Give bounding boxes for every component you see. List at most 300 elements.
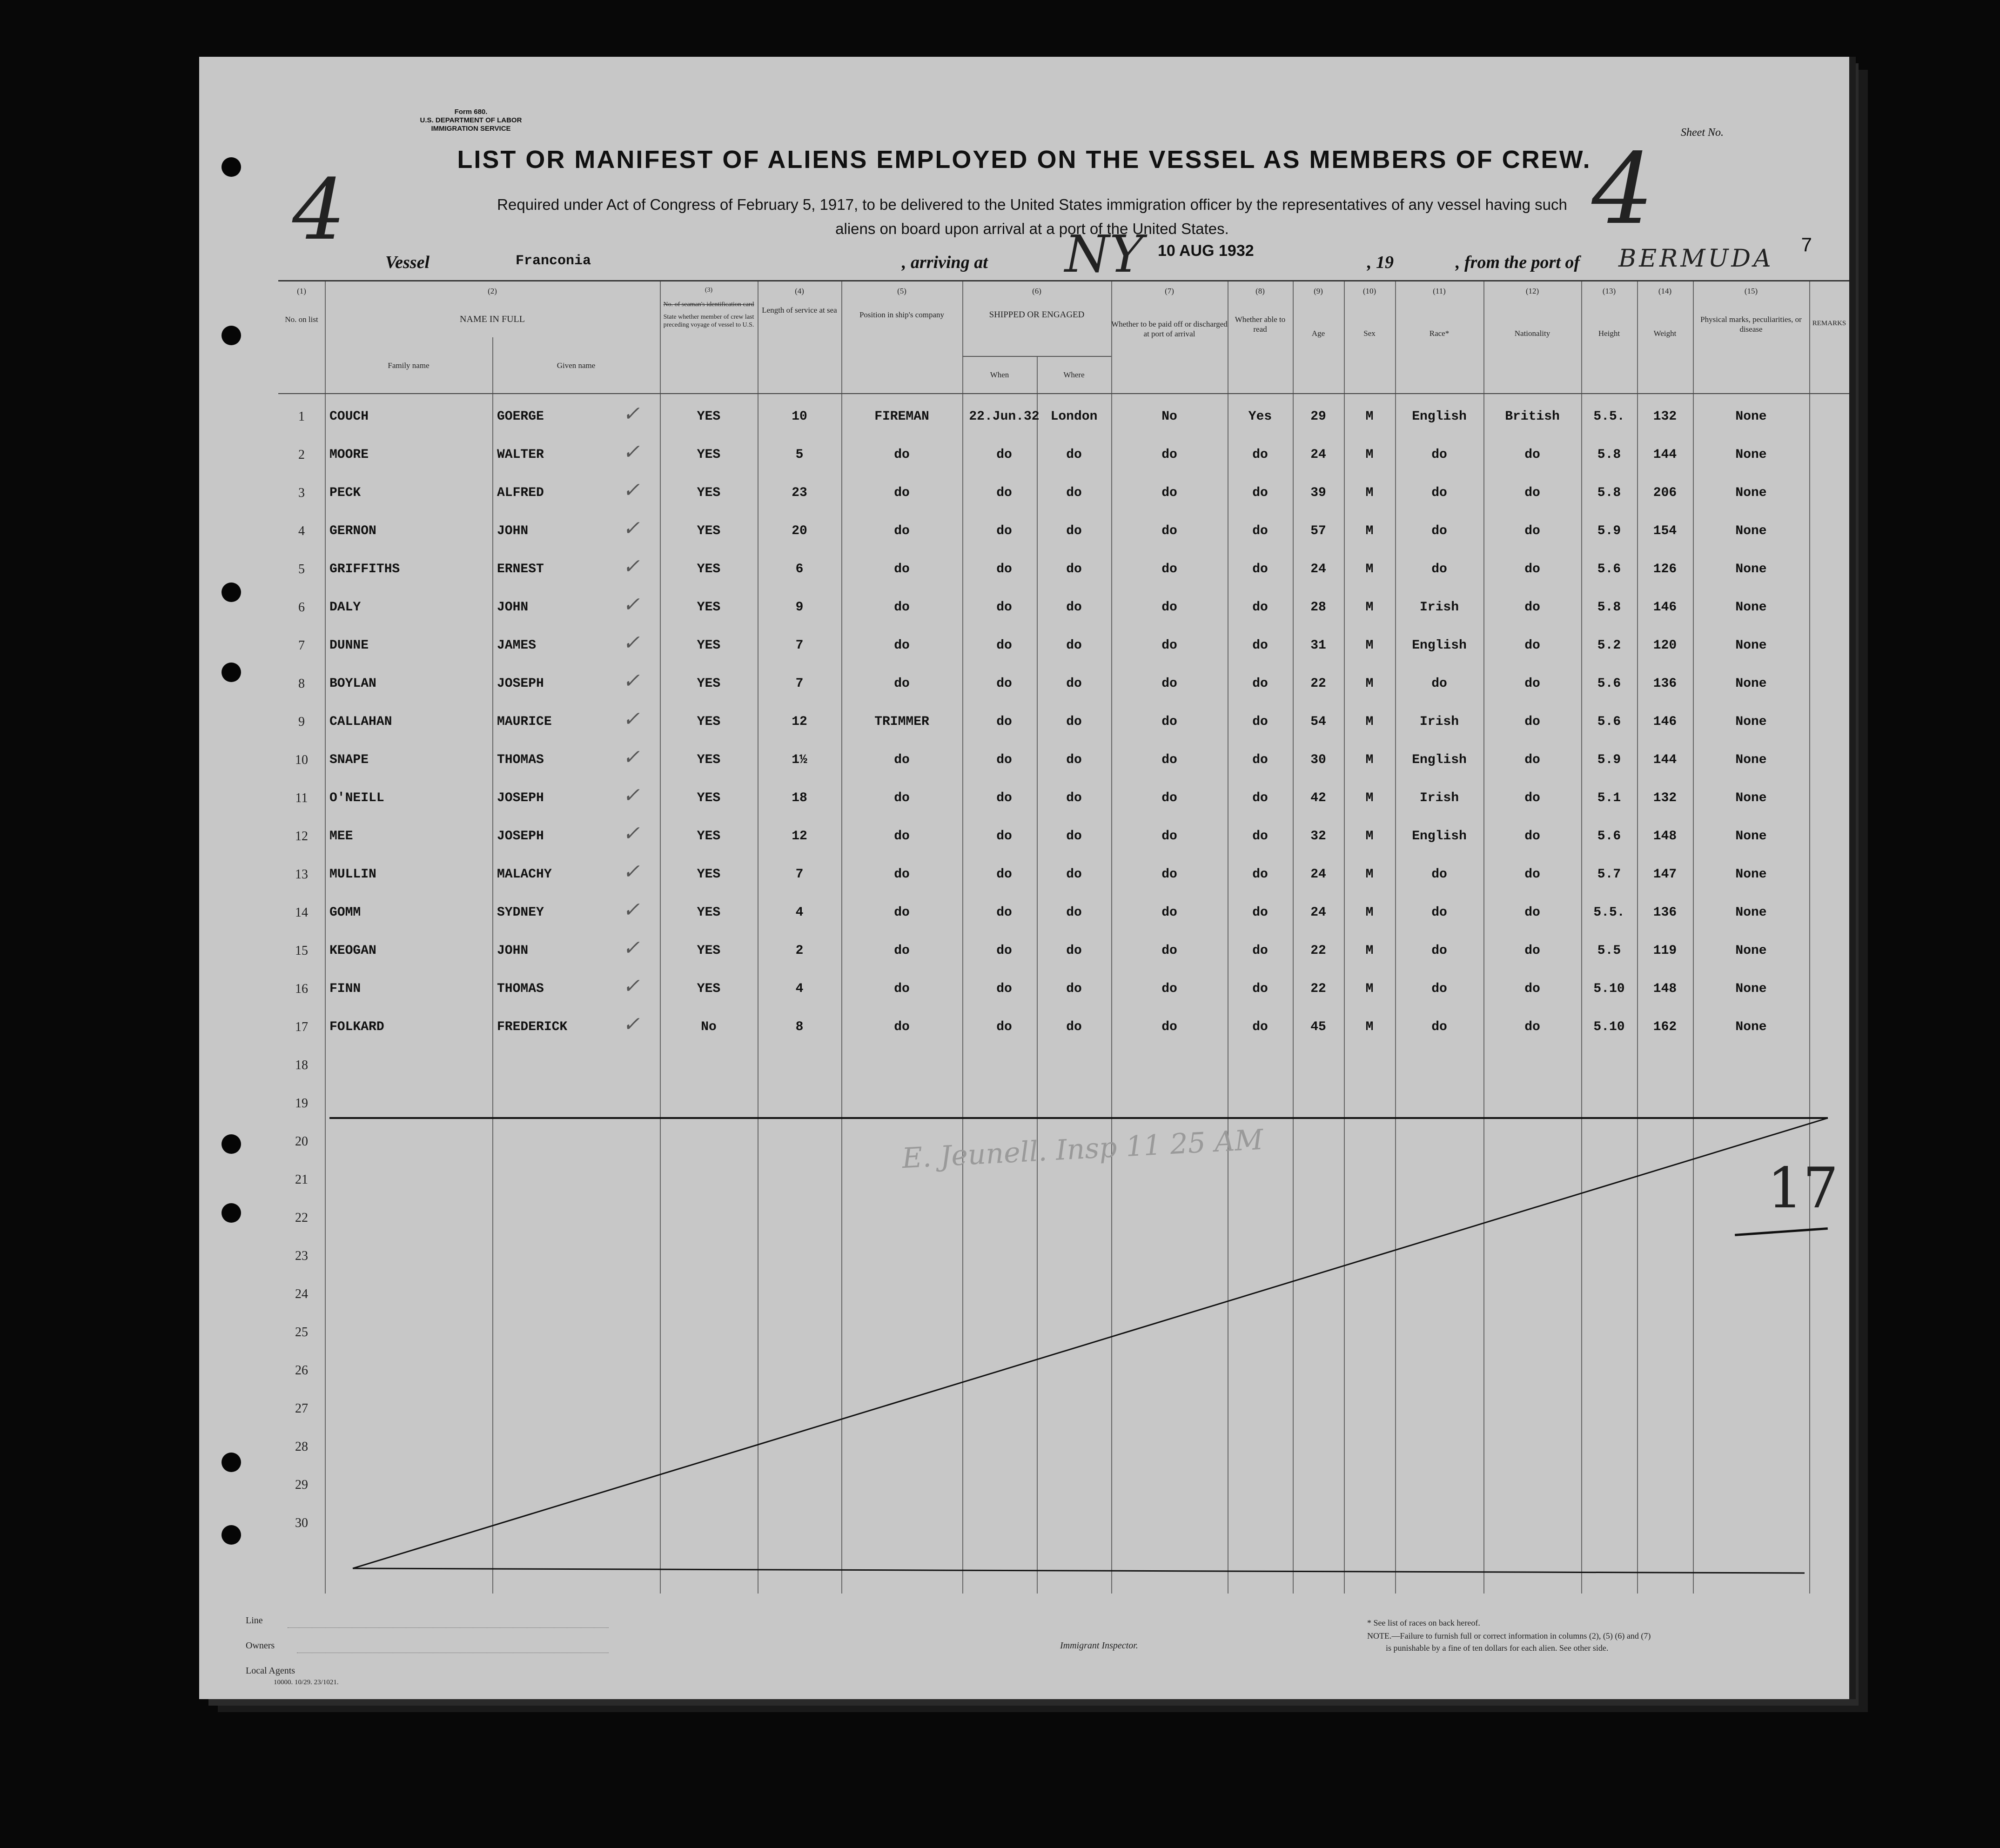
cell-service: 4 xyxy=(795,982,804,996)
closing-lines xyxy=(278,281,1849,1594)
header-label: Whether to be paid off or discharged at port of arrival xyxy=(1111,320,1228,338)
cell-when: 22.Jun.32 xyxy=(969,409,1040,424)
cell-position: do xyxy=(894,486,910,500)
cell-paid: do xyxy=(1161,562,1177,576)
penalty-note-2: is punishable by a fine of ten dollars for each alien. See other side. xyxy=(1386,1643,1609,1653)
empty-row-number: 21 xyxy=(295,1172,308,1187)
header-number: (7) xyxy=(1165,287,1174,295)
cell-read: do xyxy=(1252,486,1268,500)
cell-sex: M xyxy=(1365,562,1374,576)
footer-owners-label: Owners xyxy=(246,1640,275,1651)
penalty-note-1: NOTE.—Failure to furnish full or correct information in columns (2), (5) (6) and (7) xyxy=(1367,1631,1651,1640)
empty-row-number: 18 xyxy=(295,1058,308,1072)
footer-line-label: Line xyxy=(246,1615,263,1626)
cell-sex: M xyxy=(1365,867,1374,882)
cell-read: do xyxy=(1252,562,1268,576)
cell-height: 5.10 xyxy=(1593,982,1625,996)
cell-where: do xyxy=(1066,676,1082,691)
cell-height: 5.8 xyxy=(1597,448,1621,462)
cell-where: do xyxy=(1066,448,1082,462)
cell-when: do xyxy=(996,753,1012,767)
header-number: (10) xyxy=(1362,287,1376,295)
cell-marks: None xyxy=(1735,829,1767,844)
cell-position: do xyxy=(894,676,910,691)
cell-family: O'NEILL xyxy=(329,791,384,805)
cell-service: 1½ xyxy=(792,753,807,767)
header-number: (12) xyxy=(1525,287,1539,295)
cell-position: FIREMAN xyxy=(874,409,929,424)
year-label: , 19 xyxy=(1367,253,1394,272)
cell-sex: M xyxy=(1365,944,1374,958)
cell-height: 5.5 xyxy=(1597,944,1621,958)
cell-read: do xyxy=(1252,944,1268,958)
header-struck-label: No. of seaman's identification card xyxy=(663,301,754,308)
cell-read: do xyxy=(1252,676,1268,691)
cell-family: COUCH xyxy=(329,409,369,424)
cell-when: do xyxy=(996,791,1012,805)
empty-row-number: 28 xyxy=(295,1440,308,1454)
cell-given: SYDNEY xyxy=(497,905,544,920)
cell-prev: YES xyxy=(697,867,721,882)
header-label: No. on list xyxy=(285,315,318,324)
cell-position: do xyxy=(894,982,910,996)
cell-weight: 148 xyxy=(1653,982,1677,996)
cell-when: do xyxy=(996,562,1012,576)
header-label: SHIPPED OR ENGAGED xyxy=(989,310,1085,320)
cell-given: FREDERICK xyxy=(497,1020,568,1034)
check-mark-icon: ✓ xyxy=(623,860,640,884)
cell-race: do xyxy=(1431,1020,1447,1034)
punch-hole xyxy=(221,1453,241,1472)
check-mark-icon: ✓ xyxy=(623,669,640,693)
cell-where: do xyxy=(1066,524,1082,538)
cell-marks: None xyxy=(1735,905,1767,920)
cell-paid: No xyxy=(1161,409,1177,424)
cell-marks: None xyxy=(1735,409,1767,424)
cell-race: do xyxy=(1431,486,1447,500)
cell-prev: YES xyxy=(697,829,721,844)
cell-service: 12 xyxy=(792,829,807,844)
cell-marks: None xyxy=(1735,791,1767,805)
cell-where: do xyxy=(1066,638,1082,653)
header-number: (6) xyxy=(1032,287,1041,295)
subtitle-line-1: Required under Act of Congress of February 5, 1917, to be delivered to the United States immigration officer by the representatives of any vessel having such xyxy=(497,196,1567,213)
cell-age: 22 xyxy=(1310,944,1326,958)
cell-position: do xyxy=(894,562,910,576)
check-mark-icon: ✓ xyxy=(623,631,640,655)
cell-height: 5.8 xyxy=(1597,600,1621,615)
cell-age: 42 xyxy=(1310,791,1326,805)
crew-table xyxy=(278,280,1849,1594)
cell-family: FOLKARD xyxy=(329,1020,384,1034)
header-label: Nationality xyxy=(1514,329,1550,338)
date-stamp: 10 AUG 1932 xyxy=(1158,242,1254,260)
cell-height: 5.2 xyxy=(1597,638,1621,653)
cell-race: English xyxy=(1412,409,1467,424)
cell-sex: M xyxy=(1365,524,1374,538)
vessel-label: Vessel xyxy=(385,253,430,272)
cell-race: do xyxy=(1431,676,1447,691)
header-number: (15) xyxy=(1744,287,1758,295)
cell-weight: 147 xyxy=(1653,867,1677,882)
page-edge xyxy=(1849,57,1856,1699)
cell-prev: YES xyxy=(697,486,721,500)
cell-when: do xyxy=(996,486,1012,500)
cell-race: English xyxy=(1412,829,1467,844)
cell-position: do xyxy=(894,753,910,767)
header-number: (14) xyxy=(1658,287,1672,295)
cell-read: do xyxy=(1252,791,1268,805)
vessel-name: Franconia xyxy=(516,253,591,269)
cell-service: 7 xyxy=(795,867,804,882)
cell-weight: 120 xyxy=(1653,638,1677,653)
cell-given: JOHN xyxy=(497,524,529,538)
cell-paid: do xyxy=(1161,638,1177,653)
cell-no: 16 xyxy=(295,982,308,996)
cell-where: do xyxy=(1066,829,1082,844)
cell-age: 24 xyxy=(1310,562,1326,576)
arriving-port: NY xyxy=(1065,224,1143,284)
check-mark-icon: ✓ xyxy=(623,440,640,464)
cell-family: GERNON xyxy=(329,524,376,538)
cell-given: JAMES xyxy=(497,638,537,653)
cell-service: 10 xyxy=(792,409,807,424)
cell-prev: YES xyxy=(697,982,721,996)
cell-family: GRIFFITHS xyxy=(329,562,400,576)
cell-no: 2 xyxy=(298,448,305,462)
cell-service: 18 xyxy=(792,791,807,805)
cell-weight: 136 xyxy=(1653,905,1677,920)
cell-height: 5.1 xyxy=(1597,791,1621,805)
cell-marks: None xyxy=(1735,944,1767,958)
race-note: * See list of races on back hereof. xyxy=(1367,1618,1480,1627)
cell-age: 28 xyxy=(1310,600,1326,615)
cell-nat: do xyxy=(1524,715,1540,729)
cell-nat: do xyxy=(1524,867,1540,882)
cell-nat: do xyxy=(1524,676,1540,691)
cell-nat: do xyxy=(1524,448,1540,462)
cell-given: ERNEST xyxy=(497,562,544,576)
cell-prev: YES xyxy=(697,600,721,615)
cell-read: do xyxy=(1252,448,1268,462)
check-mark-icon: ✓ xyxy=(623,974,640,998)
footer-line-rule xyxy=(288,1627,609,1628)
cell-read: Yes xyxy=(1248,409,1272,424)
punch-hole xyxy=(221,1134,241,1154)
cell-marks: None xyxy=(1735,524,1767,538)
cell-no: 13 xyxy=(295,867,308,882)
cell-position: do xyxy=(894,944,910,958)
cell-nat: do xyxy=(1524,753,1540,767)
cell-given: ALFRED xyxy=(497,486,544,500)
cell-given: JOSEPH xyxy=(497,676,544,691)
cell-no: 6 xyxy=(298,600,305,615)
cell-nat: do xyxy=(1524,600,1540,615)
cell-nat: do xyxy=(1524,829,1540,844)
cell-no: 12 xyxy=(295,829,308,844)
cell-service: 7 xyxy=(795,676,804,691)
manifest-page xyxy=(199,57,1849,1699)
inspector-signature: E. Jeunell. Insp 11 25 AM xyxy=(901,1123,1264,1175)
form-number: Form 680. xyxy=(454,108,488,116)
cell-where: do xyxy=(1066,982,1082,996)
cell-race: English xyxy=(1412,753,1467,767)
cell-given: JOSEPH xyxy=(497,829,544,844)
cell-given: JOHN xyxy=(497,600,529,615)
header-label: Race* xyxy=(1429,329,1450,338)
cell-prev: YES xyxy=(697,524,721,538)
cell-given: JOHN xyxy=(497,944,529,958)
cell-where: do xyxy=(1066,486,1082,500)
cell-age: 24 xyxy=(1310,867,1326,882)
cell-no: 7 xyxy=(298,638,305,653)
cell-when: do xyxy=(996,715,1012,729)
cell-weight: 162 xyxy=(1653,1020,1677,1034)
cell-where: do xyxy=(1066,600,1082,615)
cell-age: 22 xyxy=(1310,982,1326,996)
cell-marks: None xyxy=(1735,486,1767,500)
cell-when: do xyxy=(996,448,1012,462)
cell-position: do xyxy=(894,905,910,920)
cell-paid: do xyxy=(1161,982,1177,996)
empty-row-number: 25 xyxy=(295,1325,308,1339)
cell-race: Irish xyxy=(1419,600,1459,615)
cell-race: do xyxy=(1431,982,1447,996)
cell-read: do xyxy=(1252,638,1268,653)
check-mark-icon: ✓ xyxy=(623,593,640,616)
cell-weight: 144 xyxy=(1653,753,1677,767)
cell-paid: do xyxy=(1161,524,1177,538)
check-mark-icon: ✓ xyxy=(623,707,640,731)
cell-read: do xyxy=(1252,829,1268,844)
cell-race: do xyxy=(1431,448,1447,462)
check-mark-icon: ✓ xyxy=(623,898,640,922)
cell-service: 4 xyxy=(795,905,804,920)
header-where: Where xyxy=(1063,370,1085,379)
cell-sex: M xyxy=(1365,982,1374,996)
cell-given: GOERGE xyxy=(497,409,544,424)
cell-marks: None xyxy=(1735,1020,1767,1034)
check-mark-icon: ✓ xyxy=(623,783,640,807)
cell-sex: M xyxy=(1365,753,1374,767)
cell-marks: None xyxy=(1735,753,1767,767)
cell-position: do xyxy=(894,867,910,882)
cell-position: do xyxy=(894,791,910,805)
cell-position: do xyxy=(894,524,910,538)
cell-family: KEOGAN xyxy=(329,944,376,958)
header-family-name: Family name xyxy=(388,361,430,370)
department-name: U.S. DEPARTMENT OF LABOR xyxy=(420,116,522,124)
empty-row-number: 27 xyxy=(295,1401,308,1416)
cell-prev: YES xyxy=(697,753,721,767)
cell-nat: do xyxy=(1524,905,1540,920)
cell-where: do xyxy=(1066,715,1082,729)
empty-row-number: 26 xyxy=(295,1363,308,1378)
cell-height: 5.6 xyxy=(1597,715,1621,729)
cell-where: London xyxy=(1050,409,1098,424)
punch-hole xyxy=(221,583,241,602)
cancellation-diagonal xyxy=(353,1118,1828,1568)
cell-no: 3 xyxy=(298,486,305,500)
from-port-label: , from the port of xyxy=(1456,253,1580,272)
cell-marks: None xyxy=(1735,715,1767,729)
header-given-name: Given name xyxy=(557,361,596,370)
cell-sex: M xyxy=(1365,829,1374,844)
check-mark-icon: ✓ xyxy=(623,478,640,502)
cell-height: 5.5. xyxy=(1593,409,1625,424)
cell-paid: do xyxy=(1161,829,1177,844)
cell-weight: 119 xyxy=(1653,944,1677,958)
cell-service: 12 xyxy=(792,715,807,729)
empty-row-number: 29 xyxy=(295,1478,308,1492)
cell-given: THOMAS xyxy=(497,753,544,767)
cell-race: do xyxy=(1431,867,1447,882)
cell-marks: None xyxy=(1735,676,1767,691)
cell-position: do xyxy=(894,1020,910,1034)
header-number: (8) xyxy=(1255,287,1265,295)
header-label: State whether member of crew last preceding voyage of vessel to U.S. xyxy=(663,314,754,328)
cell-age: 30 xyxy=(1310,753,1326,767)
cell-marks: None xyxy=(1735,562,1767,576)
cell-sex: M xyxy=(1365,638,1374,653)
cell-age: 22 xyxy=(1310,676,1326,691)
footer-print-code: 10000. 10/29. 23/1021. xyxy=(274,1679,339,1686)
cell-paid: do xyxy=(1161,791,1177,805)
form-header xyxy=(387,108,555,133)
cell-no: 11 xyxy=(295,791,308,805)
cell-family: DALY xyxy=(329,600,361,615)
cell-race: do xyxy=(1431,944,1447,958)
cell-no: 15 xyxy=(295,944,308,958)
cell-paid: do xyxy=(1161,867,1177,882)
service-name: IMMIGRATION SERVICE xyxy=(431,125,511,133)
cell-when: do xyxy=(996,524,1012,538)
cell-paid: do xyxy=(1161,486,1177,500)
cell-prev: YES xyxy=(697,944,721,958)
cell-no: 10 xyxy=(295,753,308,767)
cell-paid: do xyxy=(1161,1020,1177,1034)
cell-height: 5.10 xyxy=(1593,1020,1625,1034)
cell-where: do xyxy=(1066,867,1082,882)
cell-read: do xyxy=(1252,715,1268,729)
cell-when: do xyxy=(996,600,1012,615)
cell-sex: M xyxy=(1365,676,1374,691)
cell-marks: None xyxy=(1735,982,1767,996)
cell-nat: do xyxy=(1524,1020,1540,1034)
header-number: (2) xyxy=(488,287,497,295)
cell-weight: 126 xyxy=(1653,562,1677,576)
cell-age: 24 xyxy=(1310,448,1326,462)
header-number: (5) xyxy=(897,287,906,295)
cell-no: 17 xyxy=(295,1020,308,1034)
cell-family: GOMM xyxy=(329,905,361,920)
cell-position: do xyxy=(894,638,910,653)
cell-weight: 146 xyxy=(1653,715,1677,729)
cell-family: CALLAHAN xyxy=(329,715,392,729)
punch-hole xyxy=(221,663,241,682)
cell-age: 45 xyxy=(1310,1020,1326,1034)
header-label: Whether able to read xyxy=(1235,315,1286,334)
check-mark-icon: ✓ xyxy=(623,822,640,845)
cell-where: do xyxy=(1066,1020,1082,1034)
cell-family: MULLIN xyxy=(329,867,376,882)
cell-read: do xyxy=(1252,867,1268,882)
cell-age: 31 xyxy=(1310,638,1326,653)
cell-paid: do xyxy=(1161,715,1177,729)
cell-weight: 132 xyxy=(1653,409,1677,424)
cell-weight: 206 xyxy=(1653,486,1677,500)
cell-sex: M xyxy=(1365,905,1374,920)
cell-prev: YES xyxy=(697,448,721,462)
cell-no: 4 xyxy=(298,524,305,538)
cell-nat: do xyxy=(1524,982,1540,996)
cell-family: PECK xyxy=(329,486,361,500)
cell-family: MOORE xyxy=(329,448,369,462)
cell-when: do xyxy=(996,982,1012,996)
cell-where: do xyxy=(1066,753,1082,767)
cell-sex: M xyxy=(1365,1020,1374,1034)
cell-position: do xyxy=(894,600,910,615)
cell-height: 5.6 xyxy=(1597,676,1621,691)
cell-position: do xyxy=(894,448,910,462)
cell-prev: YES xyxy=(697,562,721,576)
cell-service: 5 xyxy=(795,448,804,462)
header-label: NAME IN FULL xyxy=(460,314,525,324)
cell-prev: YES xyxy=(697,905,721,920)
page-title: LIST OR MANIFEST OF ALIENS EMPLOYED ON THE VESSEL AS MEMBERS OF CREW. xyxy=(457,146,1591,174)
cell-family: SNAPE xyxy=(329,753,369,767)
cell-service: 23 xyxy=(792,486,807,500)
cell-age: 57 xyxy=(1310,524,1326,538)
cell-weight: 136 xyxy=(1653,676,1677,691)
check-mark-icon: ✓ xyxy=(623,555,640,578)
cell-race: do xyxy=(1431,905,1447,920)
cell-race: Irish xyxy=(1419,791,1459,805)
cell-position: TRIMMER xyxy=(874,715,929,729)
cell-no: 5 xyxy=(298,562,305,576)
cell-when: do xyxy=(996,638,1012,653)
cell-paid: do xyxy=(1161,905,1177,920)
cell-prev: YES xyxy=(697,638,721,653)
cell-given: JOSEPH xyxy=(497,791,544,805)
cell-given: THOMAS xyxy=(497,982,544,996)
cell-weight: 132 xyxy=(1653,791,1677,805)
cell-where: do xyxy=(1066,562,1082,576)
cell-weight: 146 xyxy=(1653,600,1677,615)
header-number: (13) xyxy=(1602,287,1616,295)
cell-age: 54 xyxy=(1310,715,1326,729)
cell-service: 7 xyxy=(795,638,804,653)
from-port: BERMUDA xyxy=(1618,245,1774,273)
margin-mark: 4 xyxy=(292,161,346,259)
header-label: Weight xyxy=(1653,329,1677,338)
cell-race: do xyxy=(1431,524,1447,538)
cell-prev: YES xyxy=(697,409,721,424)
cell-nat: do xyxy=(1524,638,1540,653)
empty-row-number: 19 xyxy=(295,1096,308,1111)
cell-paid: do xyxy=(1161,448,1177,462)
cell-no: 8 xyxy=(298,676,305,691)
header-when: When xyxy=(990,370,1009,379)
cell-where: do xyxy=(1066,905,1082,920)
header-label: Sex xyxy=(1363,329,1376,338)
punch-hole xyxy=(221,1525,241,1545)
cell-prev: YES xyxy=(697,715,721,729)
arriving-label: , arriving at xyxy=(902,253,988,272)
cell-age: 32 xyxy=(1310,829,1326,844)
cell-paid: do xyxy=(1161,600,1177,615)
cell-sex: M xyxy=(1365,715,1374,729)
